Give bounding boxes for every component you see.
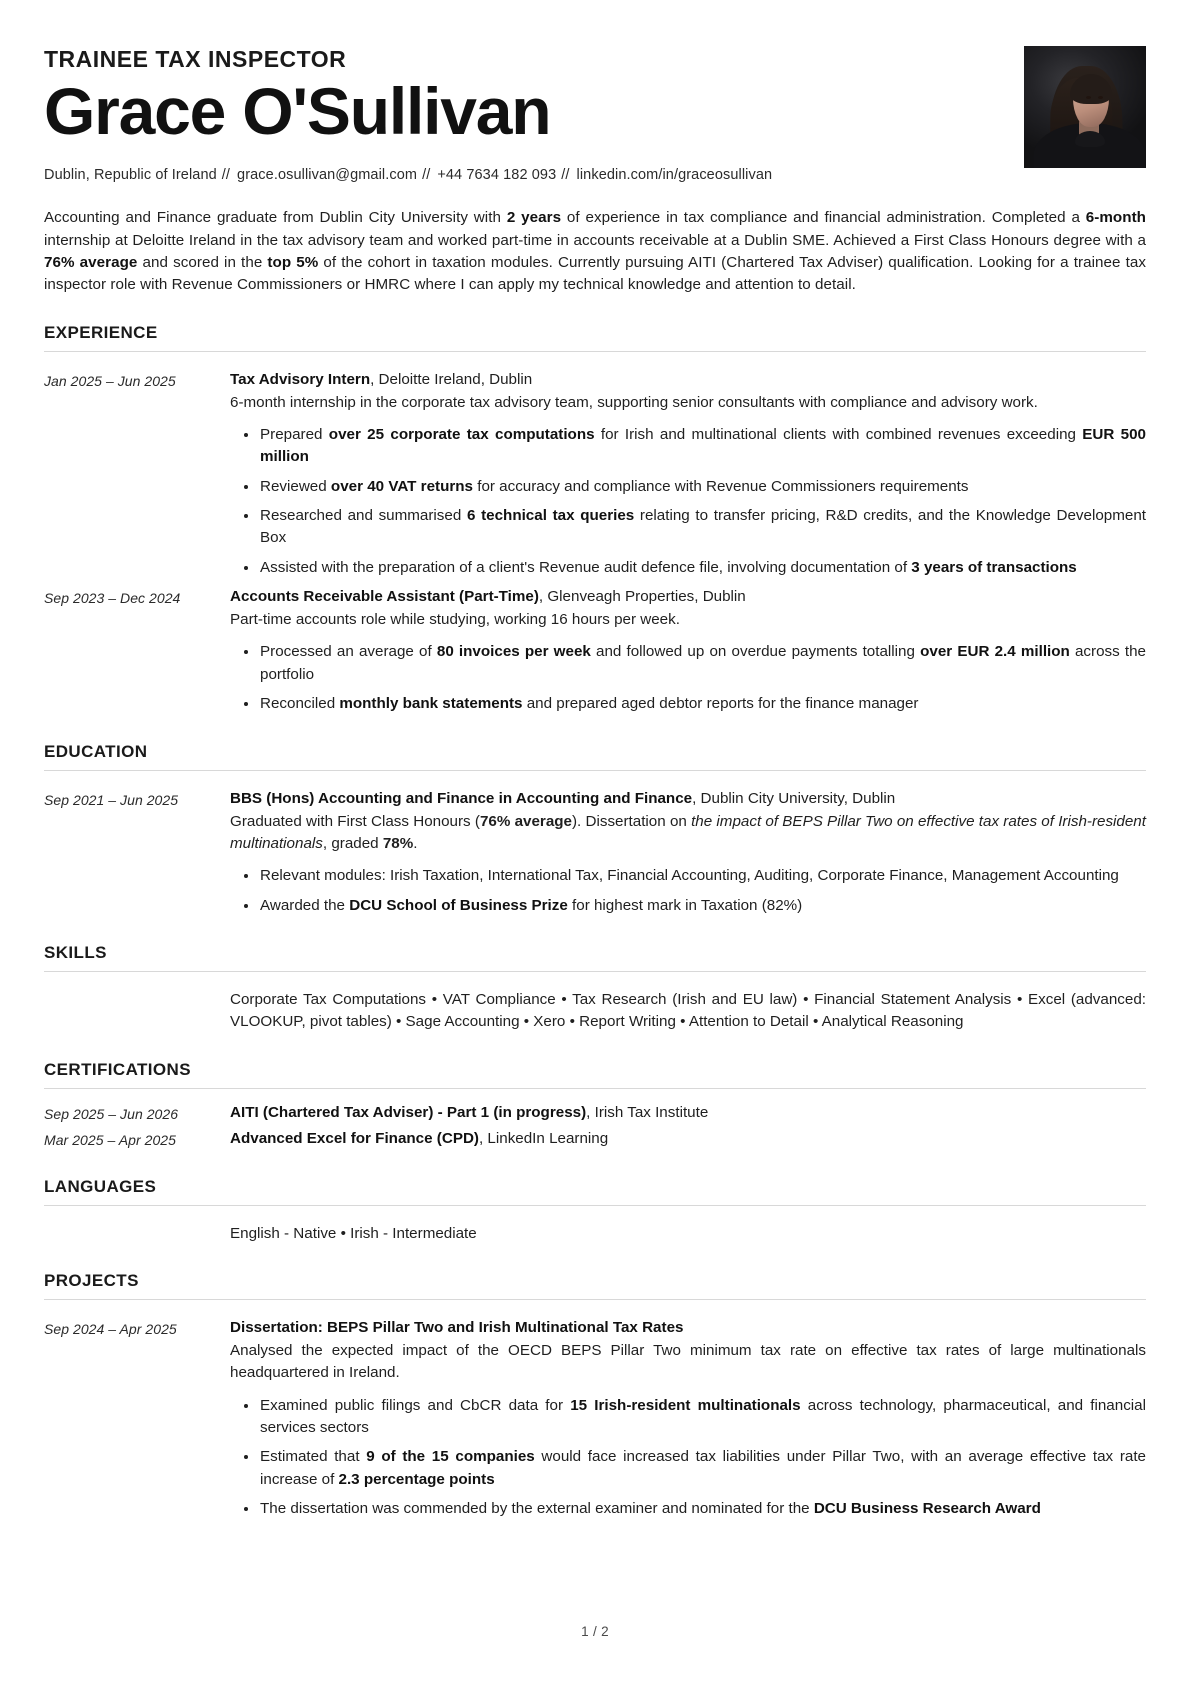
entry-date: Sep 2021 – Jun 2025 bbox=[44, 791, 179, 808]
section-title-experience: EXPERIENCE bbox=[44, 323, 1146, 352]
bullet-item: Reviewed over 40 VAT returns for accuracy and compliance with Revenue Commissioners requirements bbox=[258, 476, 1146, 498]
bullet-item: Processed an average of 80 invoices per week and followed up on overdue payments totalling over EUR 2.4 million across the portfolio bbox=[258, 641, 1146, 686]
resume-header bbox=[44, 42, 1146, 185]
bullet-item: Researched and summarised 6 technical tax queries relating to transfer pricing, R&D credits, and the Knowledge Development Box bbox=[258, 505, 1146, 550]
entry-body bbox=[230, 989, 1146, 1034]
photo-eye-right bbox=[1098, 96, 1103, 99]
entry-bullet-list bbox=[230, 641, 1146, 715]
bullet-item: Examined public filings and CbCR data for 15 Irish-resident multinationals across technology, pharmaceutical, and financial services sectors bbox=[258, 1395, 1146, 1440]
bullet-item: Reconciled monthly bank statements and prepared aged debtor reports for the finance manager bbox=[258, 693, 1146, 715]
contact-location: Dublin, Republic of Ireland bbox=[44, 167, 217, 184]
entry-date bbox=[44, 989, 230, 991]
section-projects bbox=[44, 1271, 1146, 1520]
entry-heading: Advanced Excel for Finance (CPD), LinkedIn Learning bbox=[230, 1129, 609, 1147]
entry-body bbox=[230, 1128, 1146, 1150]
entry-body bbox=[230, 1317, 1146, 1520]
section-title-languages: LANGUAGES bbox=[44, 1177, 1146, 1206]
bullet-item: Awarded the DCU School of Business Prize for highest mark in Taxation (82%) bbox=[258, 895, 1146, 917]
entry-description: Corporate Tax Computations • VAT Compliance • Tax Research (Irish and EU law) • Financial Statement Analysis • Excel (advanced: VLOOKUP, pivot tables) • Sage Accounting • Xero • Report Writing • Attention to Detail • Analytical Reasoning bbox=[230, 990, 1146, 1031]
bullet-item: Assisted with the preparation of a client's Revenue audit defence file, involving documentation of 3 years of transactions bbox=[258, 557, 1146, 579]
section-title-education: EDUCATION bbox=[44, 742, 1146, 771]
bullet-item: Relevant modules: Irish Taxation, International Tax, Financial Accounting, Auditing, Corporate Finance, Management Accounting bbox=[258, 865, 1146, 887]
entry bbox=[44, 781, 1146, 917]
entry bbox=[44, 982, 1146, 1034]
entry bbox=[44, 1125, 1146, 1151]
entry-description: English - Native • Irish - Intermediate bbox=[230, 1224, 477, 1242]
section-title-skills: SKILLS bbox=[44, 943, 1146, 972]
section-title-projects: PROJECTS bbox=[44, 1271, 1146, 1300]
entry-date: Mar 2025 – Apr 2025 bbox=[44, 1131, 176, 1148]
entry bbox=[44, 1310, 1146, 1520]
full-name: Grace O'Sullivan bbox=[44, 74, 551, 149]
entry bbox=[44, 1216, 1146, 1245]
section-skills bbox=[44, 943, 1146, 1034]
entry-body bbox=[230, 1102, 1146, 1124]
entry-date: Sep 2024 – Apr 2025 bbox=[44, 1320, 177, 1337]
section-title-certifications: CERTIFICATIONS bbox=[44, 1060, 1146, 1089]
entry-heading: Accounts Receivable Assistant (Part-Time), Glenveagh Properties, Dublin bbox=[230, 588, 746, 606]
section-experience bbox=[44, 323, 1146, 716]
section-education bbox=[44, 742, 1146, 917]
entry-body bbox=[230, 788, 1146, 917]
entry bbox=[44, 1099, 1146, 1125]
entry-description: 6-month internship in the corporate tax advisory team, supporting senior consultants with compliance and advisory work. bbox=[230, 393, 1038, 411]
entry-body bbox=[230, 586, 1146, 715]
entry-heading: BBS (Hons) Accounting and Finance in Accounting and Finance, Dublin City University, Dublin bbox=[230, 789, 896, 807]
contact-phone[interactable]: +44 7634 182 093 bbox=[437, 167, 557, 184]
job-title: TRAINEE TAX INSPECTOR bbox=[44, 46, 347, 72]
entry-body bbox=[230, 1223, 1146, 1245]
header-text-block bbox=[44, 42, 1004, 185]
entry-date: Jan 2025 – Jun 2025 bbox=[44, 372, 176, 389]
profile-photo bbox=[1024, 46, 1146, 168]
entry bbox=[44, 579, 1146, 715]
entry-description: Analysed the expected impact of the OECD BEPS Pillar Two minimum tax rate on effective tax rates of large multinationals headquartered in Ireland. bbox=[230, 1341, 1146, 1382]
page-indicator: 1 / 2 bbox=[581, 1624, 609, 1639]
entry-body bbox=[230, 369, 1146, 579]
contact-separator: // bbox=[221, 167, 231, 184]
entry bbox=[44, 362, 1146, 579]
entry-description: Part-time accounts role while studying, working 16 hours per week. bbox=[230, 611, 680, 629]
bullet-item: Prepared over 25 corporate tax computations for Irish and multinational clients with combined revenues exceeding EUR 500 million bbox=[258, 424, 1146, 469]
entry-bullet-list bbox=[230, 865, 1146, 917]
entry-bullet-list bbox=[230, 1395, 1146, 1521]
contact-separator: // bbox=[561, 167, 570, 184]
section-certifications bbox=[44, 1060, 1146, 1151]
entry-bullet-list bbox=[230, 424, 1146, 579]
bullet-item: Estimated that 9 of the 15 companies would face increased tax liabilities under Pillar Two, with an average effective tax rate increase of 2.3 percentage points bbox=[258, 1446, 1146, 1491]
section-languages bbox=[44, 1177, 1146, 1245]
bullet-item: The dissertation was commended by the external examiner and nominated for the DCU Business Research Award bbox=[258, 1498, 1146, 1520]
professional-summary: Accounting and Finance graduate from Dublin City University with 2 years of experience in tax compliance and financial administration. Completed a 6-month internship at Deloitte Ireland in the tax advisory team and worked part-time in accounts receivable at a Dublin SME. Achieved a First Class Honours degree with a 76% average and scored in the top 5% of the cohort in taxation modules. Currently pursuing AITI (Chartered Tax Adviser) qualification. Looking for a trainee tax inspector role with Revenue Commissioners or HMRC where I can apply my technical knowledge and attention to detail. bbox=[44, 209, 1147, 294]
contact-linkedin[interactable]: linkedin.com/in/graceosullivan bbox=[576, 167, 773, 184]
entry-heading: Tax Advisory Intern, Deloitte Ireland, Dublin bbox=[230, 370, 533, 388]
entry-date: Sep 2023 – Dec 2024 bbox=[44, 590, 181, 607]
contact-email[interactable]: grace.osullivan@gmail.com bbox=[237, 167, 418, 184]
photo-collar bbox=[1075, 131, 1105, 147]
entry-description: Graduated with First Class Honours (76% average). Dissertation on the impact of BEPS Pillar Two on effective tax rates of Irish-resident multinationals, graded 78%. bbox=[230, 812, 1146, 852]
entry-date: Sep 2025 – Jun 2026 bbox=[44, 1105, 179, 1122]
entry-date bbox=[44, 1223, 230, 1225]
contact-separator: // bbox=[422, 167, 431, 184]
page-footer bbox=[0, 1624, 1190, 1639]
entry-heading: Dissertation: BEPS Pillar Two and Irish Multinational Tax Rates bbox=[230, 1318, 684, 1336]
resume-sections bbox=[44, 323, 1146, 1521]
entry-heading: AITI (Chartered Tax Adviser) - Part 1 (in progress), Irish Tax Institute bbox=[230, 1103, 709, 1121]
contact-line bbox=[44, 166, 1004, 185]
